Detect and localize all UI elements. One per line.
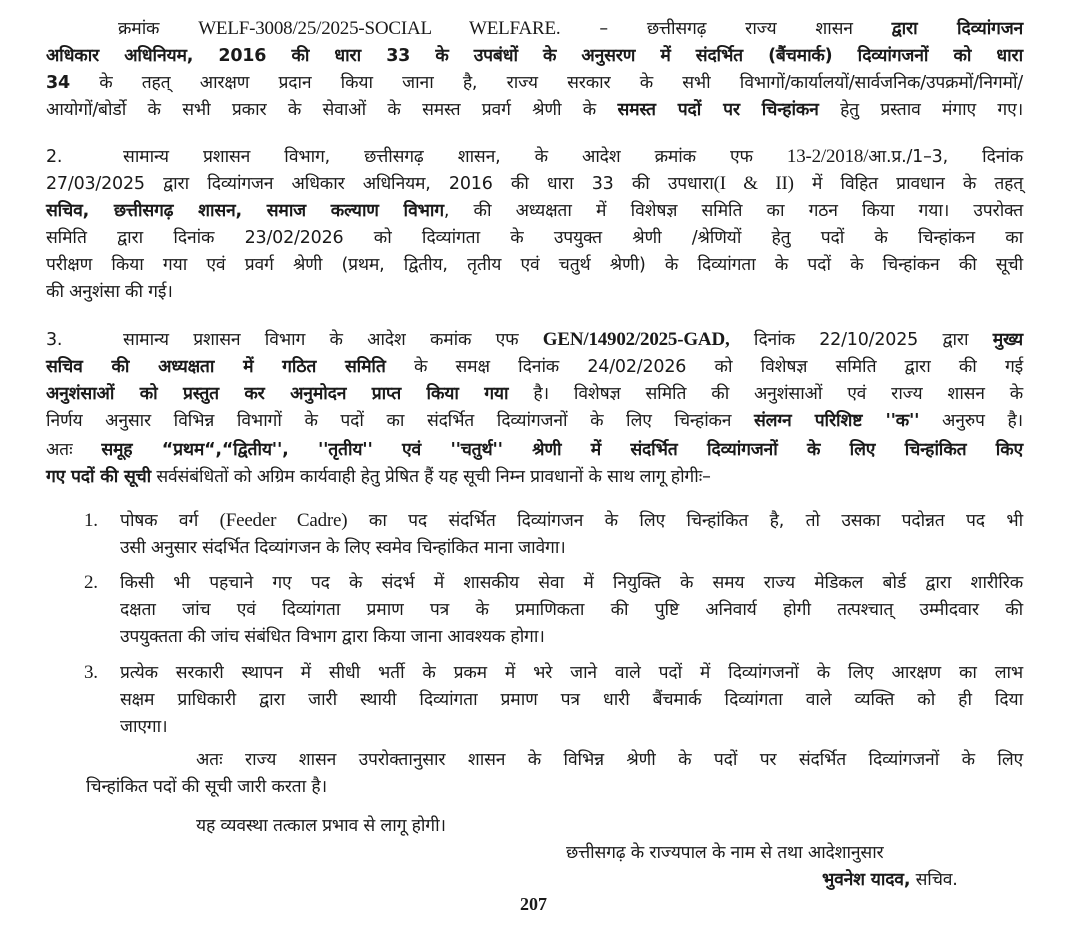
para2-line-2: 27/03/2025 द्वारा दिव्यांगजन अधिकार अधिनियम, 2016 की धारा 33 की उपधारा(I & II) में विहित प्रावधान के तहत् bbox=[46, 173, 1023, 194]
signatory bbox=[822, 867, 958, 893]
signing-authority: छत्तीसगढ़ के राज्यपाल के नाम से तथा आदेशानुसार bbox=[566, 843, 884, 863]
effect-statement: यह व्यवस्था तत्काल प्रभाव से लागू होगी। bbox=[196, 816, 446, 836]
provision-number: 3. bbox=[84, 662, 98, 683]
para1-line-3: 34 के तहत् आरक्षण प्रदान किया जाना है, राज्य सरकार के सभी विभागों/कार्यालयों/सार्वजनिक/उपक्रमों/निगमों/ bbox=[46, 73, 1023, 93]
provision-1-line-2: उसी अनुसार संदर्भित दिव्यांगजन के लिए स्वमेव चिन्हांकित माना जावेगा। bbox=[120, 538, 566, 558]
para3-line-4: निर्णय अनुसार विभिन्न विभागों के पदों का संदर्भित दिव्यांगजनों के लिए चिन्हांकन संलग्न परिशिष्ट ''क'' अनुरुप है। bbox=[46, 411, 1023, 431]
para2-line-5: परीक्षण किया गया एवं प्रवर्ग श्रेणी (प्रथम, द्वितीय, तृतीय एवं चतुर्थ श्रेणी) के दिव्यांगता के पदों के चिन्हांकन की सूची bbox=[46, 255, 1023, 275]
provision-1-line-1: पोषक वर्ग (Feeder Cadre) का पद संदर्भित दिव्यांगजन के लिए चिन्हांकित है, तो उसका पदोन्नत पद भी bbox=[120, 510, 1023, 531]
para2-line-1: सामान्य प्रशासन विभाग, छत्तीसगढ़ शासन, के आदेश क्रमांक एफ 13-2/2018/आ.प्र./1–3, दिनांक bbox=[123, 146, 1023, 167]
signatory-designation: सचिव. bbox=[910, 870, 958, 890]
para3-line-1: सामान्य प्रशासन विभाग के आदेश कमांक एफ GEN/14902/2025-GAD, दिनांक 22/10/2025 द्वारा मुख्य bbox=[123, 329, 1023, 350]
para2-line-6: की अनुशंसा की गई। bbox=[46, 282, 173, 302]
para1-line-4: आयोगों/बोर्डो के सभी प्रकार के सेवाओं के समस्त प्रवर्ग श्रेणी के समस्त पदों पर चिन्हांकन हेतु प्रस्ताव मंगाए गए। bbox=[46, 100, 1023, 120]
para4-line-1: अतः समूह “प्रथम“,“द्वितीय'', ''तृतीय'' एवं ''चतुर्थ'' श्रेणी में संदर्भित दिव्यांगजनों के लिए चिन्हांकित किए bbox=[46, 440, 1024, 460]
provision-2-line-1: किसी भी पहचाने गए पद के संदर्भ में शासकीय सेवा में नियुक्ति के समय राज्य मेडिकल बोर्ड द्वारा शारीरिक bbox=[120, 573, 1023, 593]
provision-3-line-1: प्रत्येक सरकारी स्थापन में सीधी भर्ती के प्रकम में भरे जाने वाले पदों में दिव्यांगजनों के लिए आरक्षण का लाभ bbox=[120, 663, 1023, 683]
closing-line-1: अतः राज्य शासन उपरोक्तानुसार शासन के विभिन्न श्रेणी के पदों पर संदर्भित दिव्यांगजनों के लिए bbox=[196, 750, 1023, 770]
signatory-name: भुवनेश यादव, bbox=[822, 870, 911, 890]
para2-line-3: सचिव, छत्तीसगढ़ शासन, समाज कल्याण विभाग, की अध्यक्षता में विशेषज्ञ समिति का गठन किया गया। उपरोक्त bbox=[46, 201, 1023, 221]
provision-3-line-3: जाएगा। bbox=[120, 717, 168, 737]
para2-number: 2. bbox=[46, 147, 63, 167]
annexure-reference: संलग्न परिशिष्ट ''क'' bbox=[753, 411, 920, 431]
page-number: 207 bbox=[520, 894, 547, 914]
para1-line-1: क्रमांक WELF-3008/25/2025-SOCIAL WELFARE. – छत्तीसगढ़ राज्य शासन द्वारा दिव्यांगजन bbox=[118, 18, 1023, 39]
provision-2-line-3: उपयुक्तता की जांच संबंधित विभाग द्वारा किया जाना आवश्यक होगा। bbox=[120, 627, 545, 647]
order-number: WELF-3008/25/2025-SOCIAL WELFARE. bbox=[198, 18, 561, 39]
para3-line-3: अनुशंसाओं को प्रस्तुत कर अनुमोदन प्राप्त किया गया है। विशेषज्ञ समिति की अनुशंसाओं एवं राज्य शासन के bbox=[46, 384, 1024, 404]
provision-3-line-2: सक्षम प्राधिकारी द्वारा जारी स्थायी दिव्यांगता प्रमाण पत्र धारी बैंचमार्क दिव्यांगता वाले व्यक्ति को ही दिया bbox=[120, 690, 1023, 710]
provision-number: 1. bbox=[84, 510, 98, 531]
provision-number: 2. bbox=[84, 572, 98, 593]
para3-number: 3. bbox=[46, 330, 63, 350]
provision-2-line-2: दक्षता जांच एवं दिव्यांगता प्रमाण पत्र के प्रमाणिकता की पुष्टि अनिवार्य होगी तत्पश्चात् उम्मीदवार की bbox=[120, 600, 1023, 620]
para4-line-2: गए पदों की सूची सर्वसंबंधितों को अग्रिम कार्यवाही हेतु प्रेषित हैं यह सूची निम्न प्रावधानों के साथ लागू होगीः– bbox=[46, 467, 711, 487]
para1-line-2: अधिकार अधिनियम, 2016 की धारा 33 के उपबंधों के अनुसरण में संदर्भित (बैंचमार्क) दिव्यांगजनों को धारा bbox=[46, 46, 1023, 66]
para2-line-4: समिति द्वारा दिनांक 23/02/2026 को दिव्यांगता के उपयुक्त श्रेणी /श्रेणियों हेतु पदों के चिन्हांकन का bbox=[46, 228, 1023, 248]
para3-line-2: सचिव की अध्यक्षता में गठित समिति के समक्ष दिनांक 24/02/2026 को विशेषज्ञ समिति द्वारा की गई bbox=[46, 357, 1023, 377]
closing-line-2: चिन्हांकित पदों की सूची जारी करता है। bbox=[86, 777, 327, 797]
